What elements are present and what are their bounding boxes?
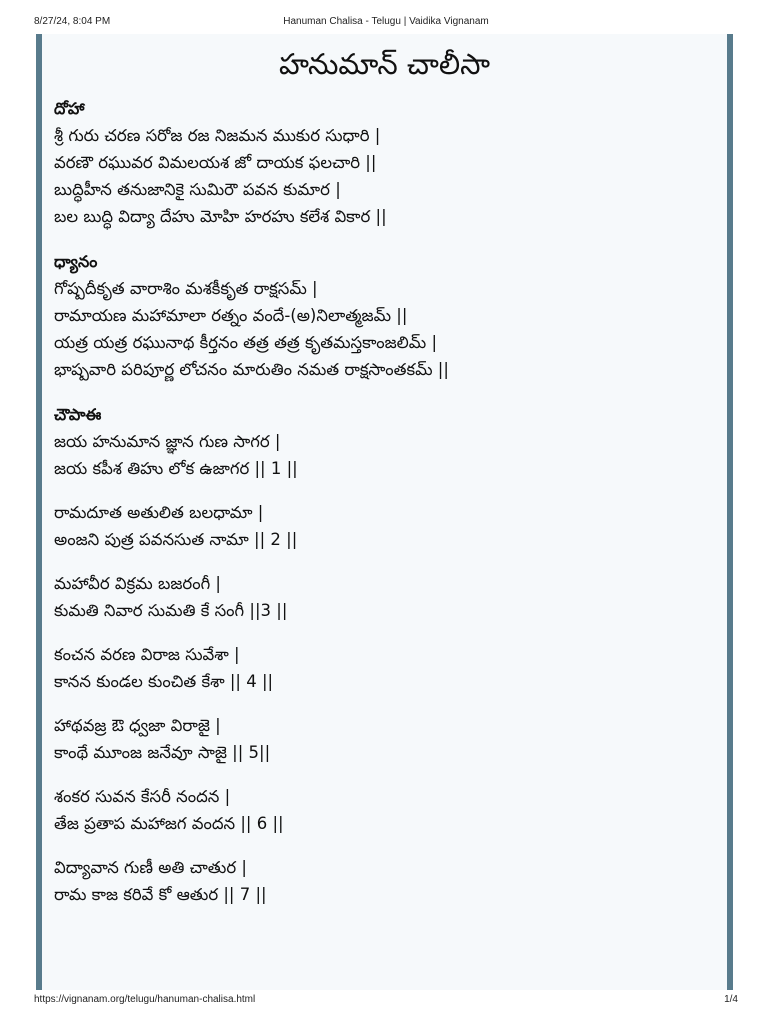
stanza-gap [54, 482, 717, 499]
stanza-gap [54, 695, 717, 712]
stanza-gap [54, 553, 717, 570]
verse-line: శ్రీ గురు చరణ సరోజ రజ నిజమన ముకుర సుధారి | [54, 126, 381, 145]
verse-line: అంజని పుత్ర పవనసుత నామా || 2 || [54, 530, 298, 549]
verse-line: కానన కుండల కుంచిత కేశా || 4 || [54, 672, 274, 691]
print-header [34, 16, 738, 30]
chaupai-section [54, 402, 717, 908]
verse-line: హాథవజ్ర ఔ ధ్వజా విరాజై | [54, 716, 221, 735]
chaupai-heading: చౌపాఈ [54, 405, 102, 424]
page-title: హనుమాన్ చాలీసా [278, 47, 491, 81]
stanza-gap [54, 837, 717, 854]
verse-line: కుమతి నివార సుమతి కే సంగీ ||3 || [54, 601, 288, 620]
page-number: 1/4 [724, 994, 738, 1005]
print-doc-title: Hanuman Chalisa - Telugu | Vaidika Vignanam [283, 16, 489, 27]
stanza-2 [54, 499, 717, 553]
stanza-4 [54, 641, 717, 695]
section-gap [54, 383, 717, 402]
verse-line: మహావీర విక్రమ బజరంగీ | [54, 574, 221, 593]
verse-line: శంకర సువన కేసరీ నందన | [54, 787, 231, 806]
print-url: https://vignanam.org/telugu/hanuman-chalisa.html [34, 994, 256, 1005]
print-footer [34, 994, 738, 1008]
verse-line: భాష్పవారి పరిపూర్ణ లోచనం మారుతిం నమత రాక్షసాంతకమ్ || [54, 360, 449, 379]
verse-line: బల బుద్ధి విద్యా దేహు మోహి హరహు కలేశ వికార || [54, 207, 387, 226]
verse-line: కంచన వరణ విరాజ సువేశా | [54, 645, 240, 664]
doha-section [54, 96, 717, 230]
stanza-6 [54, 783, 717, 837]
stanza-7 [54, 854, 717, 908]
verse-line: విద్యావాన గుణీ అతి చాతుర | [54, 858, 247, 877]
dhyanam-section [54, 249, 717, 383]
verse-line: యత్ర యత్ర రఘునాథ కీర్తనం తత్ర తత్ర కృతమస్తకాంజలిమ్ | [54, 333, 438, 352]
verse-line: రామాయణ మహామాలా రత్నం వందే-(అ)నిలాత్మజమ్ || [54, 306, 408, 325]
stanza-gap [54, 624, 717, 641]
verse-line: జయ కపీశ తిహు లోక ఉజాగర || 1 || [54, 459, 298, 478]
verse-line: బుద్ధిహీన తనుజానికై సుమిరౌ పవన కుమార | [54, 180, 341, 199]
verse-line: తేజ ప్రతాప మహాజగ వందన || 6 || [54, 814, 284, 833]
stanza-gap [54, 766, 717, 783]
verse-line: రామ కాజ కరివే కో ఆతుర || 7 || [54, 885, 267, 904]
print-datetime: 8/27/24, 8:04 PM [34, 16, 111, 27]
doha-heading: దోహా [54, 99, 85, 118]
chalisa-text [54, 96, 717, 908]
verse-line: గోష్పదీకృత వారాశిం మశకీకృత రాక్షసమ్ | [54, 279, 318, 298]
stanza-5 [54, 712, 717, 766]
verse-line: కాంథే మూంజ జనేవూ సాజై || 5|| [54, 743, 271, 762]
content-frame [36, 34, 733, 990]
verse-line: జయ హనుమాన జ్ఞాన గుణ సాగర | [54, 432, 281, 451]
section-gap [54, 230, 717, 249]
dhyanam-heading: ధ్యానం [54, 252, 98, 271]
stanza-3 [54, 570, 717, 624]
verse-line: వరణౌ రఘువర విమలయశ జో దాయక ఫలచారి || [54, 153, 377, 172]
stanza-1 [54, 428, 717, 482]
verse-line: రామదూత అతులిత బలధామా | [54, 503, 264, 522]
